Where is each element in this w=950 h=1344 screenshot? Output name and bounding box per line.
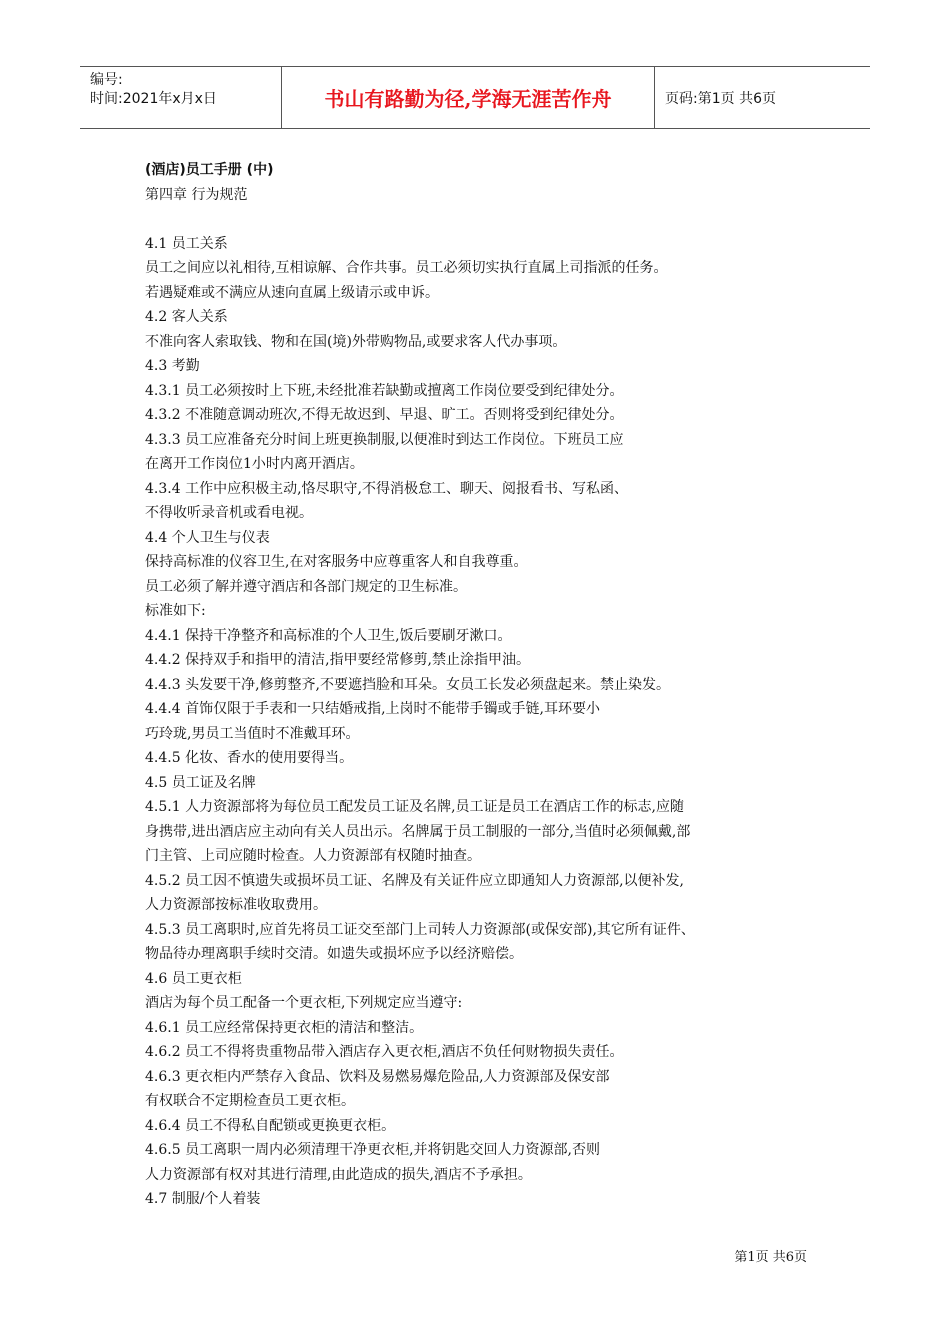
text-line: 4.1 员工关系 bbox=[145, 235, 228, 252]
text-line: 4.6 员工更衣柜 bbox=[145, 970, 242, 987]
text-line: 4.6.3 更衣柜内严禁存入食品、饮料及易燃易爆危险品,人力资源部及保安部 bbox=[145, 1068, 610, 1085]
header-page-info: 页码:第1页 共6页 bbox=[665, 90, 776, 107]
text-line: 4.3.1 员工必须按时上下班,未经批准若缺勤或擅离工作岗位要受到纪律处分。 bbox=[145, 382, 624, 399]
text-line: 4.5 员工证及名牌 bbox=[145, 774, 256, 791]
text-line: 员工之间应以礼相待,互相谅解、合作共事。员工必须切实执行直属上司指派的任务。 bbox=[145, 260, 668, 276]
text-line: 4.4.4 首饰仅限于手表和一只结婚戒指,上岗时不能带手镯或手链,耳环要小 bbox=[145, 701, 600, 717]
text-line: 4.4 个人卫生与仪表 bbox=[145, 529, 270, 546]
text-line: 人力资源部按标准收取费用。 bbox=[145, 897, 327, 913]
blank-line bbox=[145, 207, 835, 232]
page-footer: 第1页 共6页 bbox=[734, 1250, 807, 1265]
text-line: 不得收听录音机或看电视。 bbox=[145, 505, 313, 521]
text-line: 有权联合不定期检查员工更衣柜。 bbox=[145, 1093, 355, 1109]
header-meta bbox=[80, 67, 282, 128]
text-line: 酒店为每个员工配备一个更衣柜,下列规定应当遵守: bbox=[145, 995, 463, 1011]
text-line: 若遇疑难或不满应从速向直属上级请示或申诉。 bbox=[145, 284, 439, 301]
text-line: 人力资源部有权对其进行清理,由此造成的损失,酒店不予承担。 bbox=[145, 1166, 532, 1183]
header-number-label: 编号: bbox=[90, 72, 123, 88]
text-line: 门主管、上司应随时检查。人力资源部有权随时抽查。 bbox=[145, 848, 481, 864]
text-line: 4.3.3 员工应准备充分时间上班更换制服,以便准时到达工作岗位。下班员工应 bbox=[145, 431, 624, 448]
text-line: 身携带,进出酒店应主动向有关人员出示。名牌属于员工制服的一部分,当值时必须佩戴,部 bbox=[145, 823, 691, 840]
text-line: 巧玲珑,男员工当值时不准戴耳环。 bbox=[145, 725, 360, 742]
text-line: 4.7 制服/个人着装 bbox=[145, 1191, 261, 1207]
text-line: 第四章 行为规范 bbox=[145, 186, 248, 203]
text-line: 4.5.3 员工离职时,应首先将员工证交至部门上司转人力资源部(或保安部),其它所有证件、 bbox=[145, 921, 695, 938]
text-line: 4.3.4 工作中应积极主动,恪尽职守,不得消极怠工、聊天、阅报看书、写私函、 bbox=[145, 480, 628, 497]
text-line: 4.6.4 员工不得私自配锁或更换更衣柜。 bbox=[145, 1117, 396, 1134]
text-line: 4.5.2 员工因不慎遗失或损坏员工证、名牌及有关证件应立即通知人力资源部,以便补发, bbox=[145, 872, 684, 889]
text-line: 4.6.2 员工不得将贵重物品带入酒店存入更衣柜,酒店不负任何财物损失责任。 bbox=[145, 1044, 624, 1060]
text-line: 4.3.2 不准随意调动班次,不得无故迟到、早退、旷工。否则将受到纪律处分。 bbox=[145, 407, 624, 423]
text-line: 不准向客人索取钱、物和在国(境)外带购物品,或要求客人代办事项。 bbox=[145, 333, 567, 350]
text-line: 4.5.1 人力资源部将为每位员工配发员工证及名牌,员工证是员工在酒店工作的标志,应随 bbox=[145, 799, 684, 815]
document-body bbox=[145, 158, 835, 1212]
text-line: 4.4.2 保持双手和指甲的清洁,指甲要经常修剪,禁止涂指甲油。 bbox=[145, 652, 530, 668]
text-line: 在离开工作岗位1小时内离开酒店。 bbox=[145, 456, 364, 472]
page-header bbox=[80, 66, 870, 129]
text-line: 4.4.1 保持干净整齐和高标准的个人卫生,饭后要刷牙漱口。 bbox=[145, 627, 512, 644]
text-line: 保持高标准的仪容卫生,在对客服务中应尊重客人和自我尊重。 bbox=[145, 554, 528, 570]
document-title: (酒店)员工手册 (中) bbox=[145, 162, 274, 178]
header-date-label: 时间:2021年x月x日 bbox=[90, 91, 217, 107]
text-line: 员工必须了解并遵守酒店和各部门规定的卫生标准。 bbox=[145, 578, 467, 595]
text-line: 4.6.1 员工应经常保持更衣柜的清洁和整洁。 bbox=[145, 1019, 424, 1036]
text-line: 4.6.5 员工离职一周内必须清理干净更衣柜,并将钥匙交回人力资源部,否则 bbox=[145, 1142, 600, 1158]
text-line: 4.4.5 化妆、香水的使用要得当。 bbox=[145, 750, 354, 766]
text-line: 标准如下: bbox=[145, 603, 206, 619]
text-line: 4.3 考勤 bbox=[145, 358, 200, 374]
text-line: 物品待办理离职手续时交清。如遗失或损坏应予以经济赔偿。 bbox=[145, 946, 523, 962]
text-line: 4.2 客人关系 bbox=[145, 309, 228, 325]
text-line: 4.4.3 头发要干净,修剪整齐,不要遮挡脸和耳朵。女员工长发必须盘起来。禁止染发。 bbox=[145, 676, 670, 693]
header-motto: 书山有路勤为径,学海无涯苦作舟 bbox=[282, 67, 655, 128]
